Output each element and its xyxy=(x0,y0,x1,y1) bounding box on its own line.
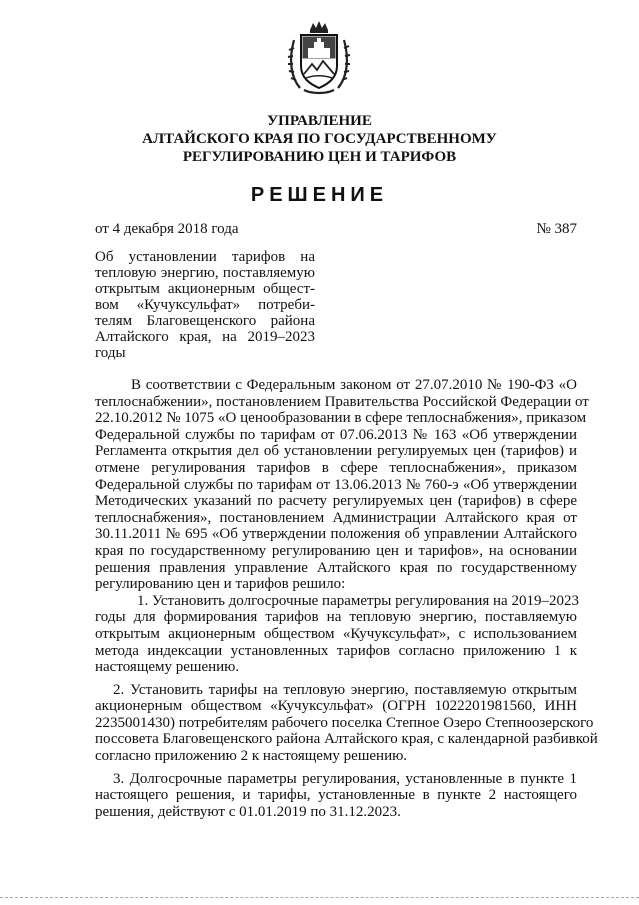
item-2-line: поссовета Благовещенского района Алтайского края, с календарной разбивкой xyxy=(95,731,598,748)
item-1-line: 1. Установить долгосрочные параметры регулирования на 2019–2023 xyxy=(137,592,579,609)
altai-krai-coat-of-arms-icon xyxy=(286,18,352,98)
item-2-line: 2. Установить тарифы на тепловую энергию, поставляемую открытым xyxy=(113,681,577,698)
subject-line: телям Благовещенского района xyxy=(95,313,315,329)
document-type-title: РЕШЕНИЕ xyxy=(250,184,389,206)
document-date: от 4 декабря 2018 года xyxy=(95,221,239,237)
preamble-line: Регламента открытия дел об установлении регулируемых цен (тарифов) и xyxy=(95,443,577,460)
item-3-line: настоящего решения, и тарифы, установленные в пункте 2 настоящего xyxy=(95,787,577,804)
preamble-line: Федеральной службы по тарифам от 13.06.2013 № 760-э «Об утверждении xyxy=(95,476,577,493)
item-1-line: годы для формирования тарифов на тепловую энергию, поставляемую xyxy=(95,609,577,626)
agency-name-line-3: РЕГУЛИРОВАНИЮ ЦЕН И ТАРИФОВ xyxy=(182,149,457,165)
preamble-line: теплоснабжении», постановлением Правительства Российской Федерации от xyxy=(95,393,589,410)
preamble-line: края по государственному регулированию цен и тарифов», на основании xyxy=(95,542,577,559)
page-bottom-rule xyxy=(0,897,639,898)
decision-body xyxy=(95,377,598,820)
preamble-line: отмене регулирования тарифов в сфере теплоснабжения», приказом xyxy=(95,459,577,476)
item-3-line: решения, действуют с 01.01.2019 по 31.12.2023. xyxy=(95,803,401,820)
subject-line: тепловую энергию, поставляемую xyxy=(95,265,315,281)
preamble-line: Методических указаний по расчету регулируемых цен (тарифов) в сфере xyxy=(95,493,577,510)
document-subject xyxy=(95,249,315,361)
item-1-line: настоящему решению. xyxy=(95,659,240,676)
preamble-line: 30.11.2011 № 695 «Об утверждении положения об управлении Алтайского xyxy=(95,526,577,543)
item-1-paragraph xyxy=(95,593,577,676)
preamble-line: регулированию цен и тарифов решило: xyxy=(95,576,346,593)
preamble-line: В соответствии с Федеральным законом от 27.07.2010 № 190-ФЗ «О xyxy=(131,377,577,393)
item-2-paragraph xyxy=(95,681,598,765)
preamble-line: решения правления управление Алтайского края по государственному xyxy=(95,559,577,576)
subject-line: Об установлении тарифов на xyxy=(95,249,315,265)
item-1-line: метода индексации установленных тарифов согласно приложению 1 к xyxy=(95,642,577,659)
subject-line: вом «Кучуксульфат» потреби- xyxy=(95,297,315,313)
agency-name-line-2: АЛТАЙСКОГО КРАЯ ПО ГОСУДАРСТВЕННОМУ xyxy=(142,131,497,147)
subject-line: годы xyxy=(95,345,126,361)
item-2-line: согласно приложению 2 к настоящему решению. xyxy=(95,748,408,765)
preamble-line: Федеральной службы по тарифам от 07.06.2013 № 163 «Об утверждении xyxy=(95,426,577,443)
preamble-line: 22.10.2012 № 1075 «О ценообразовании в сфере теплоснабжения», приказом xyxy=(95,410,587,427)
item-1-line: открытым акционерным обществом «Кучуксульфат», с использованием xyxy=(95,625,577,642)
document-number: № 387 xyxy=(536,221,577,237)
item-2-line: акционерным обществом «Кучуксульфат» (ОГРН 1022201981560, ИНН xyxy=(95,698,577,715)
agency-name-line-1: УПРАВЛЕНИЕ xyxy=(267,113,372,129)
preamble-paragraph xyxy=(95,377,589,593)
subject-line: Алтайского края, на 2019–2023 xyxy=(95,329,315,345)
item-3-paragraph xyxy=(95,771,577,821)
subject-line: открытым акционерным общест- xyxy=(95,281,315,297)
preamble-line: теплоснабжения», постановлением Администрации Алтайского края от xyxy=(95,509,577,526)
item-2-line: 2235001430) потребителям рабочего поселка Степное Озеро Степноозерского xyxy=(95,714,594,731)
item-3-line: 3. Долгосрочные параметры регулирования, установленные в пункте 1 xyxy=(113,770,577,787)
